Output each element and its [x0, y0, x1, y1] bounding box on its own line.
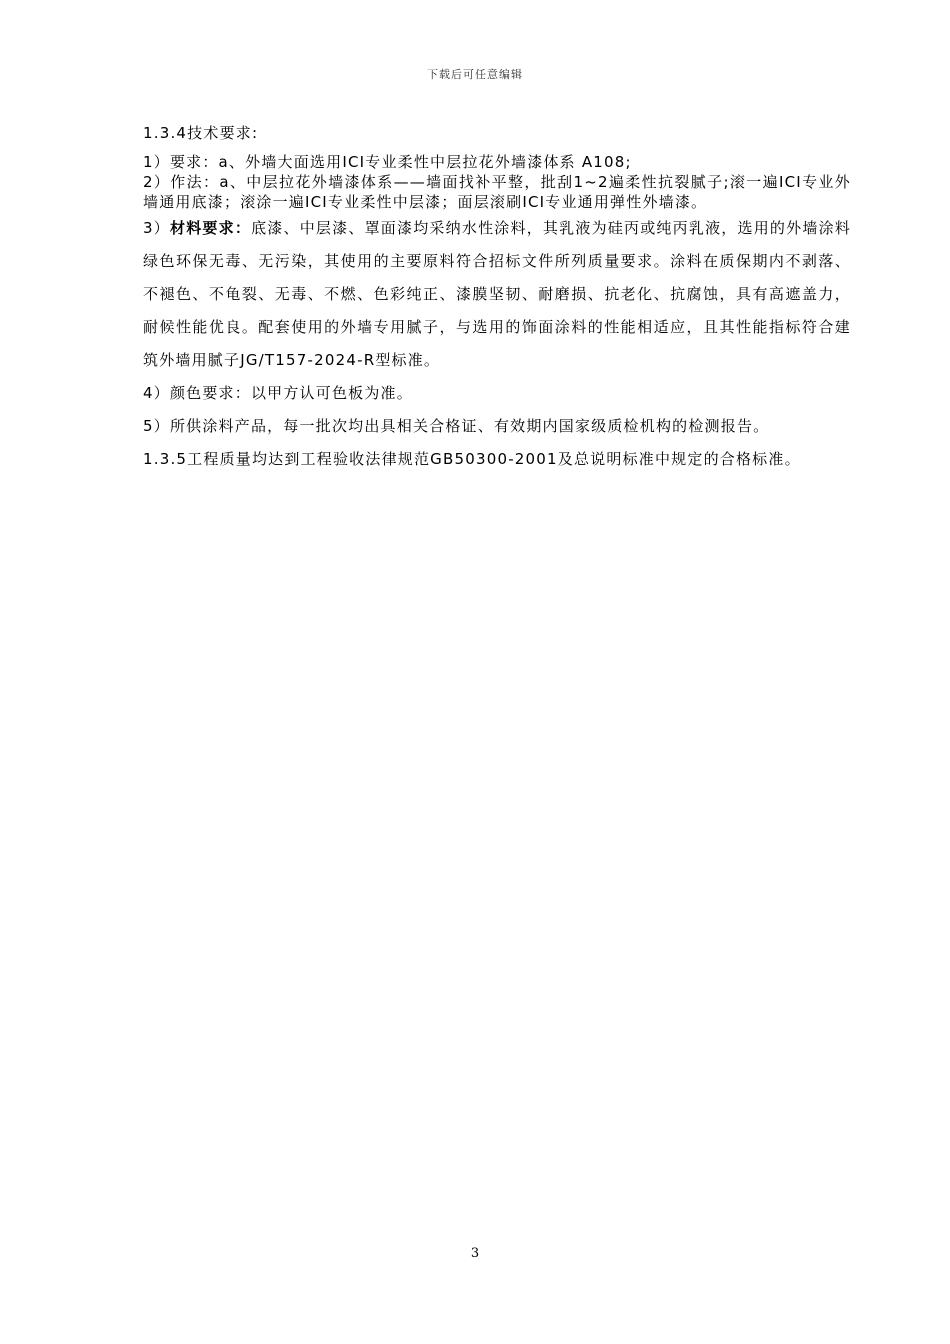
- paragraph-method: 2）作法：a、中层拉花外墙漆体系——墙面找补平整，批刮1~2遍柔性抗裂腻子;滚一遍ICI专业外墙通用底漆；滚涂一遍ICI专业柔性中层漆；面层滚刷ICI专业通用弹性外墙漆。: [143, 173, 851, 211]
- section-paragraph-1-3-5: 1.3.5工程质量均达到工程验收法律规范GB50300-2001及总说明标准中规定的合格标准。: [143, 450, 801, 468]
- material-requirements-text: 底漆、中层漆、罩面漆均采纳水性涂料，其乳液为硅丙或纯丙乳液，选用的外墙涂料绿色环保无毒、无污染，其使用的主要原料符合招标文件所列质量要求。涂料在质保期内不剥落、不褪色、不龟裂、无毒、不燃、色彩纯正、漆膜坚韧、耐磨损、抗老化、抗腐蚀，具有高遮盖力，耐候性能优良。配套使用的外墙专用腻子，与选用的饰面涂料的性能相适应，且其性能指标符合建筑外墙用腻子JG/T157-2024-R型标准。: [143, 219, 851, 369]
- paragraph-color-requirements: 4）颜色要求：以甲方认可色板为准。: [143, 384, 413, 402]
- paragraph-certification: 5）所供涂料产品，每一批次均出具相关合格证、有效期内国家级质检机构的检测报告。: [143, 417, 770, 435]
- page-header: 下载后可任意编辑: [427, 68, 523, 81]
- page-number: 3: [470, 1246, 480, 1261]
- section-heading-1-3-4: 1.3.4技术要求:: [143, 124, 259, 142]
- material-requirements-label: 材料要求：: [169, 219, 252, 237]
- paragraph-requirements: 1）要求：a、外墙大面选用ICI专业柔性中层拉花外墙漆体系 A108;: [143, 153, 632, 171]
- paragraph-material-requirements: [143, 212, 851, 377]
- item-number: 3）: [143, 219, 170, 237]
- document-body: [143, 123, 851, 476]
